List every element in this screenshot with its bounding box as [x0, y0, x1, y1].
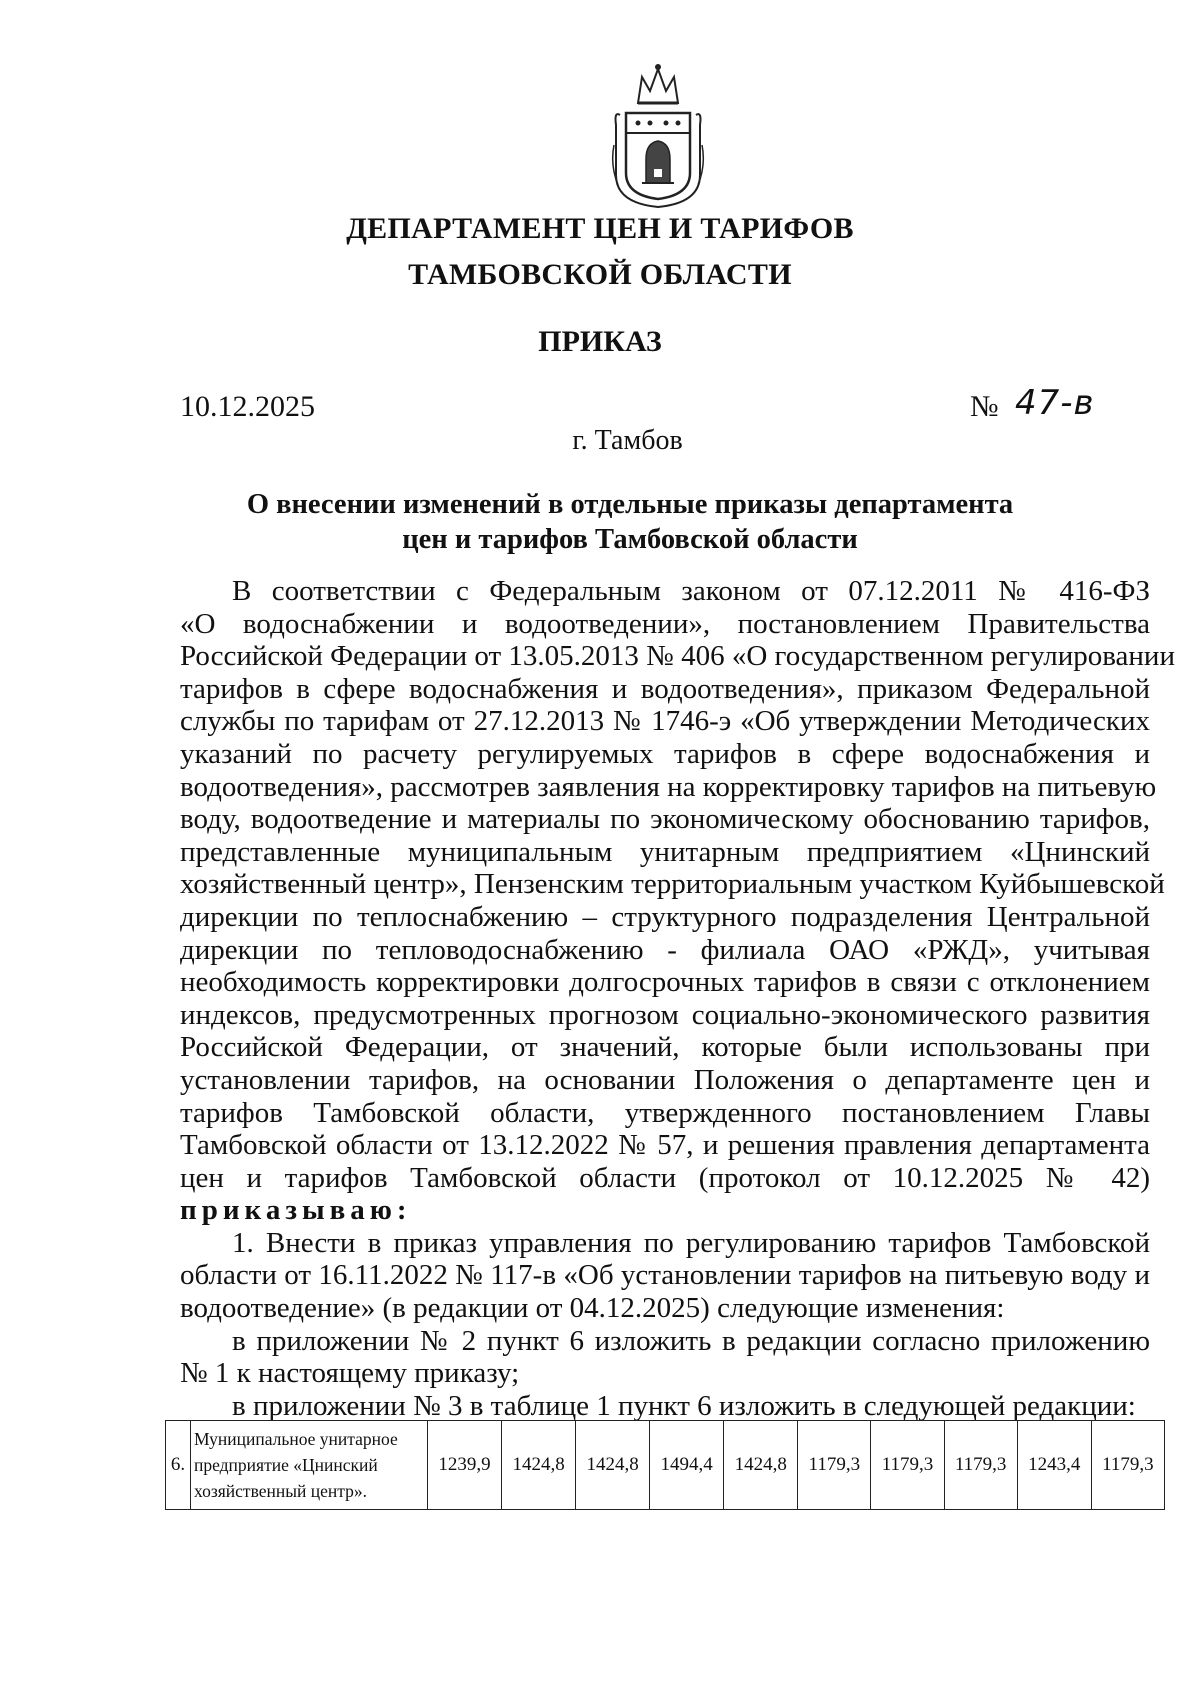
- body-line: Тамбовской области от 13.12.2022 № 57, и решения правления департамента: [180, 1129, 1150, 1162]
- table-cell-value: 1179,3: [871, 1421, 944, 1510]
- body-line: хозяйственный центр», Пензенским территориальным участком Куйбышевской: [180, 868, 1165, 901]
- subject-line: О внесении изменений в отдельные приказы департамента: [246, 489, 1014, 520]
- table-cell-value: 1179,3: [1091, 1421, 1164, 1510]
- item-line: области от 16.11.2022 № 117-в «Об установлении тарифов на питьевую воду и: [180, 1259, 1150, 1292]
- order-date: 10.12.2025: [180, 390, 315, 423]
- body-line: В соответствии с Федеральным законом от 07.12.2011 № 416-ФЗ: [232, 575, 1150, 607]
- item-line: 1. Внести в приказ управления по регулированию тарифов Тамбовской: [232, 1226, 1150, 1259]
- body-line: Российской Федерации, от значений, которые были использованы при: [180, 1031, 1150, 1064]
- table-cell-value: 1424,8: [502, 1421, 576, 1510]
- body-line: цен и тарифов Тамбовской области (протокол от 10.12.2025 № 42): [180, 1161, 1150, 1194]
- table-cell-value: 1424,8: [724, 1421, 798, 1510]
- table-cell-value: 1179,3: [944, 1421, 1017, 1510]
- organization-name-line: хозяйственный центр».: [194, 1481, 367, 1501]
- item-line: № 1 к настоящему приказу;: [180, 1357, 520, 1390]
- body-line: представленные муниципальным унитарным предприятием «Цнинский: [180, 835, 1150, 868]
- order-number-label: №: [970, 390, 999, 423]
- item-line: в приложении № 3 в таблице 1 пункт 6 изложить в следующей редакции:: [232, 1389, 1136, 1422]
- item-line: водоотведение» (в редакции от 04.12.2025) следующие изменения:: [180, 1292, 1005, 1325]
- body-line: дирекции по тепловодоснабжению - филиала ОАО «РЖД», учитывая: [180, 933, 1150, 966]
- body-line: индексов, предусмотренных прогнозом социально-экономического развития: [180, 998, 1150, 1031]
- tariff-table: [165, 1420, 1165, 1510]
- body-line: тарифов Тамбовской области, утвержденного постановлением Главы: [180, 1096, 1150, 1129]
- body-line: «О водоснабжении и водоотведении», постановлением Правительства: [180, 607, 1150, 640]
- body-line: водоотведения», рассмотрев заявления на корректировку тарифов на питьевую: [180, 770, 1157, 803]
- order-word: приказываю:: [180, 1194, 412, 1227]
- document-type-title: ПРИКАЗ: [538, 325, 662, 358]
- department-name-line1: ДЕПАРТАМЕНТ ЦЕН И ТАРИФОВ: [346, 212, 854, 245]
- organization-name-line: Муниципальное унитарное: [194, 1429, 398, 1449]
- body-line: указаний по расчету регулируемых тарифов в сфере водоснабжения и: [180, 737, 1150, 770]
- order-number-handwritten: 47-в: [1015, 383, 1095, 423]
- organization-name-line: предприятие «Цнинский: [194, 1455, 378, 1475]
- order-subject: [230, 487, 1030, 557]
- body-line: службы по тарифам от 27.12.2013 № 1746-э «Об утверждении Методических: [180, 705, 1150, 738]
- subject-line: цен и тарифов Тамбовской области: [402, 524, 858, 555]
- item-line: в приложении № 2 пункт 6 изложить в редакции согласно приложению: [232, 1324, 1150, 1357]
- table-cell-organization: [191, 1421, 428, 1510]
- table-cell-value: 1494,4: [650, 1421, 724, 1510]
- body-line: воду, водоотведение и материалы по экономическому обоснованию тарифов,: [180, 803, 1150, 836]
- body-line: необходимость корректировки долгосрочных тарифов в связи с отклонением: [180, 966, 1150, 999]
- table-cell-value: 1179,3: [798, 1421, 871, 1510]
- order-body: [180, 575, 1175, 1422]
- body-line: тарифов в сфере водоснабжения и водоотведения», приказом Федеральной: [180, 672, 1150, 705]
- department-name-line2: ТАМБОВСКОЙ ОБЛАСТИ: [408, 258, 792, 291]
- coat-of-arms-emblem: [610, 55, 706, 210]
- table-cell-value: 1243,4: [1017, 1421, 1091, 1510]
- body-line: установлении тарифов, на основании Положения о департаменте цен и: [180, 1063, 1150, 1096]
- table-cell-index: 6.: [166, 1421, 191, 1510]
- table-cell-value: 1424,8: [576, 1421, 650, 1510]
- table-cell-value: 1239,9: [428, 1421, 502, 1510]
- table-row: [166, 1421, 1165, 1510]
- body-line: дирекции по теплоснабжению – структурного подразделения Центральной: [180, 900, 1150, 933]
- city-name: г. Тамбов: [572, 425, 683, 456]
- body-line: Российской Федерации от 13.05.2013 № 406 «О государственном регулировании: [180, 640, 1175, 673]
